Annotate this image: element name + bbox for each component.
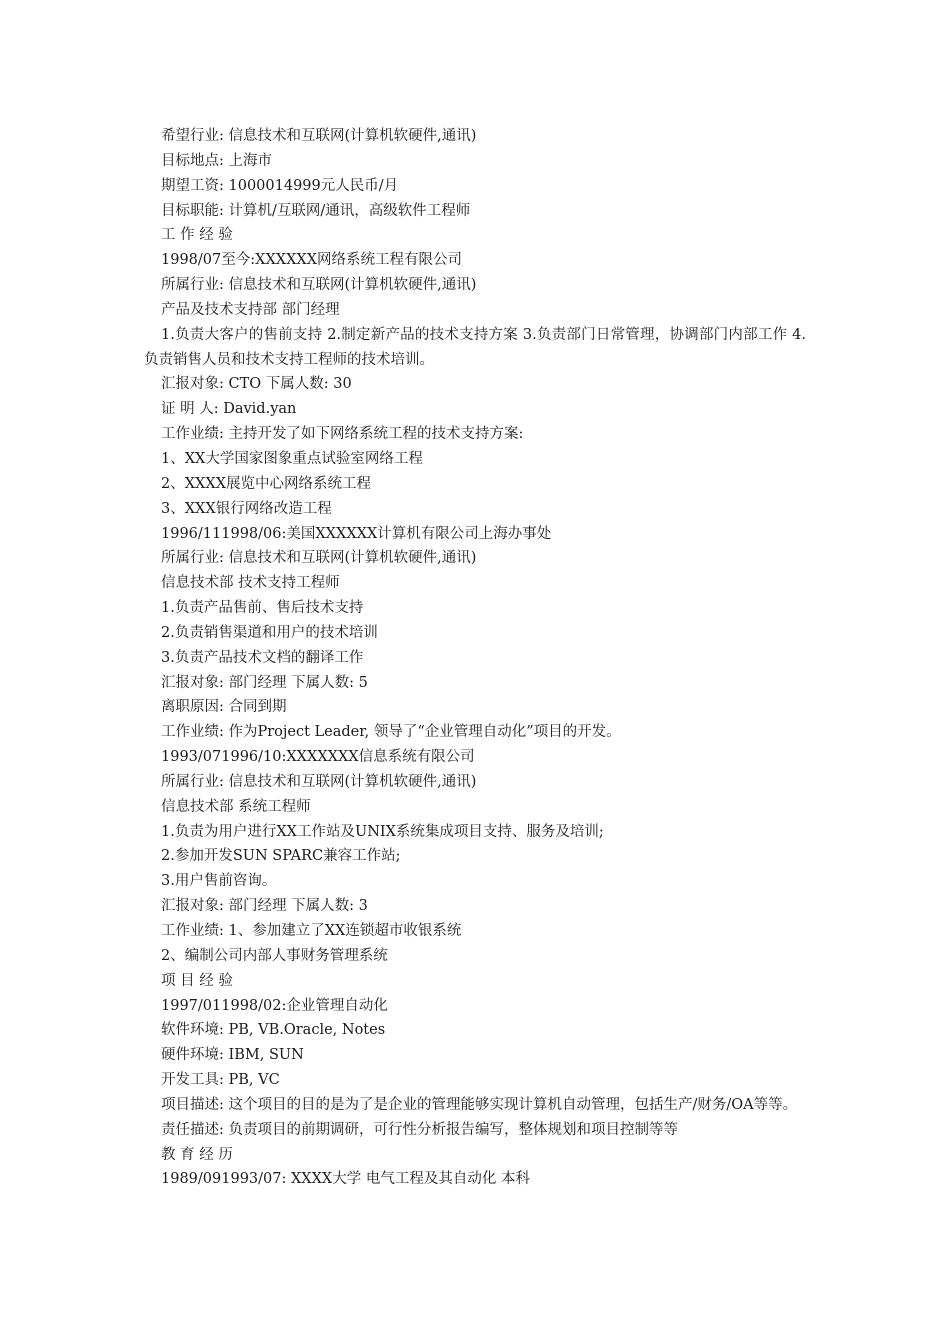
job3-position-line: 信息技术部 系统工程师 [161,798,311,815]
project-description-paragraph: 项目描述: 这个项目的目的是为了是企业的管理能够实现计算机自动管理，包括生产/财务/OA等等。 [161,1096,798,1113]
job2-duty-item: 3.负责产品技术文档的翻译工作 [161,649,364,666]
education-heading: 教 育 经 历 [161,1146,233,1163]
job2-report-line: 汇报对象: 部门经理 下属人数: 5 [161,674,368,691]
job1-achievement-line: 工作业绩: 主持开发了如下网络系统工程的技术支持方案: [161,426,524,443]
expected-salary-line: 期望工资: 1000014999元人民币/月 [161,177,399,194]
job1-position-line: 产品及技术支持部 部门经理 [161,301,340,318]
job3-duty-item: 2.参加开发SUN SPARC兼容工作站; [161,848,401,865]
job3-achievement-item: 2、编制公司内部人事财务管理系统 [161,947,388,964]
job2-leaving-reason-line: 离职原因: 合同到期 [161,699,287,716]
job3-period-line: 1993/071996/10:XXXXXXX信息系统有限公司 [161,749,475,766]
job1-achievement-item: 2、XXXX展览中心网络系统工程 [161,475,372,492]
target-function-line: 目标职能: 计算机/互联网/通讯，高级软件工程师 [161,202,471,219]
job2-position-line: 信息技术部 技术支持工程师 [161,575,340,592]
desired-industry-line: 希望行业: 信息技术和互联网(计算机软硬件,通讯) [161,128,477,144]
job1-period-line: 1998/07至今:XXXXXX网络系统工程有限公司 [161,252,463,269]
job3-report-line: 汇报对象: 部门经理 下属人数: 3 [161,898,368,915]
job3-industry-line: 所属行业: 信息技术和互联网(计算机软硬件,通讯) [161,773,477,790]
dev-tools-line: 开发工具: PB, VC [161,1072,280,1089]
responsibility-description-line: 责任描述: 负责项目的前期调研，可行性分析报告编写，整体规划和项目控制等等 [161,1121,678,1138]
job2-achievement-line: 工作业绩: 作为Project Leader, 领导了“企业管理自动化”项目的开发。 [161,724,621,741]
job3-duty-item: 3.用户售前咨询。 [161,873,277,890]
project-experience-heading: 项 目 经 验 [161,972,233,989]
job1-industry-line: 所属行业: 信息技术和互联网(计算机软硬件,通讯) [161,277,477,294]
hardware-environment-line: 硬件环境: IBM, SUN [161,1047,304,1064]
job2-duty-item: 1.负责产品售前、售后技术支持 [161,600,364,617]
job2-industry-line: 所属行业: 信息技术和互联网(计算机软硬件,通讯) [161,550,477,567]
education-entry-line: 1989/091993/07: XXXX大学 电气工程及其自动化 本科 [161,1171,530,1188]
job1-achievement-item: 1、XX大学国家图象重点试验室网络工程 [161,450,423,467]
job2-period-line: 1996/111998/06:美国XXXXXX计算机有限公司上海办事处 [161,525,552,542]
work-experience-heading: 工 作 经 验 [161,227,233,244]
job3-achievement-line: 工作业绩: 1、参加建立了XX连锁超市收银系统 [161,923,462,939]
software-environment-line: 软件环境: PB, VB.Oracle, Notes [161,1022,386,1039]
job1-reference-line: 证 明 人: David.yan [161,401,297,418]
job2-duty-item: 2.负责销售渠道和用户的技术培训 [161,624,378,641]
resume-body [144,124,806,1192]
job1-report-line: 汇报对象: CTO 下属人数: 30 [161,376,352,393]
job1-achievement-item: 3、XXX银行网络改造工程 [161,500,332,517]
job1-duties-paragraph: 1.负责大客户的售前支持 2.制定新产品的技术支持方案 3.负责部门日常管理，协调部门内部工作 4.负责销售人员和技术支持工程师的技术培训。 [144,326,806,368]
target-location-line: 目标地点: 上海市 [161,152,272,169]
project-period-line: 1997/011998/02:企业管理自动化 [161,997,388,1014]
job3-duty-item: 1.负责为用户进行XX工作站及UNIX系统集成项目支持、服务及培训; [161,823,604,840]
